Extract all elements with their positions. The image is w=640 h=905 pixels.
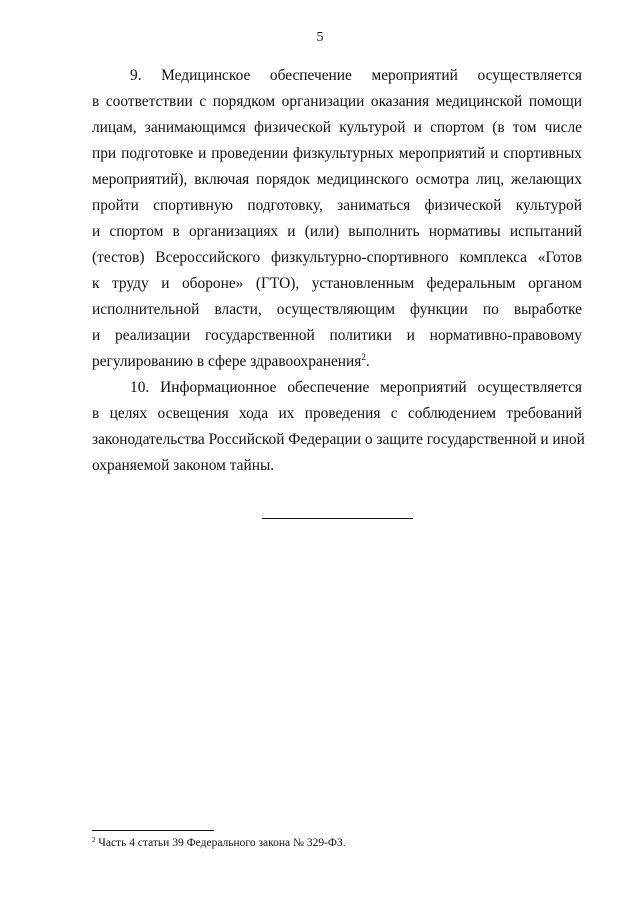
end-punctuation: .	[365, 353, 370, 370]
footnote-text: Часть 4 статьи 39 Федерального закона № 329-ФЗ.	[95, 837, 346, 849]
paragraph-10-line: в целях освещения хода их проведения с соблюдением требований	[92, 405, 582, 422]
paragraph-9-line: пройти спортивную подготовку, заниматься физической культурой	[92, 197, 582, 214]
footnote-mark: 2	[92, 836, 96, 844]
footnote-reference: 2	[361, 352, 366, 362]
paragraph-10-line: законодательства Российской Федерации о защите государственной и иной	[92, 431, 585, 448]
paragraph-9-line: исполнительной власти, осуществляющим функции по выработке	[92, 301, 582, 318]
paragraph-9-line: мероприятий), включая порядок медицинского осмотра лиц, желающих	[92, 171, 582, 188]
paragraph-9-line: к труду и обороне» (ГТО), установленным федеральным органом	[92, 275, 582, 292]
footnote	[92, 836, 346, 850]
paragraph-9-line: лицам, занимающимся физической культурой и спортом (в том числе	[92, 119, 582, 136]
paragraph-9-last-line	[92, 352, 582, 372]
paragraph-10-line: 10. Информационное обеспечение мероприятий осуществляется	[130, 379, 582, 396]
paragraph-9-line: при подготовке и проведении физкультурных мероприятий и спортивных	[92, 145, 582, 162]
section-separator	[262, 518, 413, 519]
paragraph-10-line: охраняемой законом тайны.	[92, 457, 275, 474]
paragraph-9-line: в соответствии с порядком организации оказания медицинской помощи	[92, 93, 582, 110]
paragraph-9-line: 9. Медицинское обеспечение мероприятий осуществляется	[130, 67, 582, 84]
paragraph-9-line: регулированию в сфере здравоохранения	[92, 353, 362, 370]
page-number: 5	[316, 30, 324, 45]
paragraph-9-line: и спортом в организациях и (или) выполнить нормативы испытаний	[92, 223, 582, 240]
paragraph-9-line: (тестов) Всероссийского физкультурно-спортивного комплекса «Готов	[92, 249, 582, 266]
paragraph-9-line: и реализации государственной политики и нормативно-правовому	[92, 327, 582, 344]
footnote-rule	[92, 830, 214, 831]
